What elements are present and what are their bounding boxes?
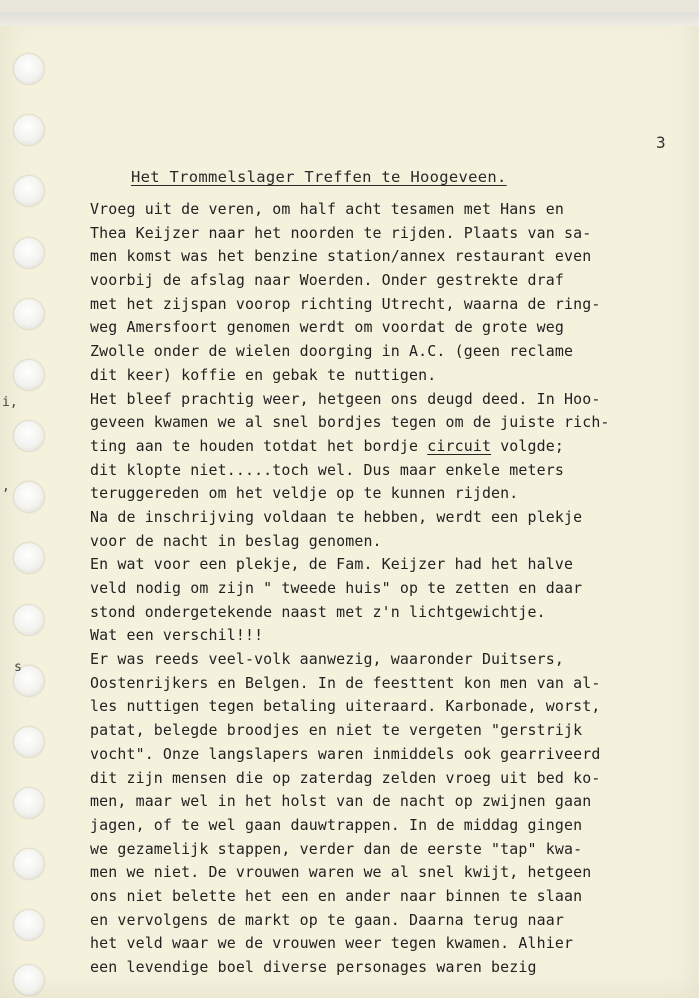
text-line [90, 909, 690, 933]
text-segment: Vroeg uit de veren, om half acht tesamen met Hans en [90, 200, 564, 218]
text-line [90, 838, 690, 862]
punch-hole [14, 788, 44, 818]
text-segment: men we niet. De vrouwen waren we al snel kwijt, hetgeen [90, 863, 592, 882]
text-segment: een levendige boel diverse personages waren bezig [90, 958, 537, 976]
text-line [90, 743, 690, 767]
text-line [90, 767, 690, 791]
punch-hole [14, 421, 44, 451]
margin-mark: s [14, 660, 22, 675]
text-line [90, 222, 690, 246]
text-segment: men komst was het benzine station/annex restaurant even [90, 247, 592, 266]
text-line [90, 388, 690, 412]
text-line [90, 364, 690, 388]
text-segment: En wat voor een plekje, de Fam. Keijzer had het halve [90, 555, 574, 574]
punch-hole [14, 482, 44, 512]
body-text [90, 198, 690, 980]
text-line [90, 459, 690, 483]
text-line [90, 293, 690, 317]
text-segment: ting aan te houden totdat het bordje [90, 436, 428, 455]
text-line [90, 719, 690, 743]
text-segment: Zwolle onder de wielen doorging in A.C. (geen reclame [90, 342, 574, 361]
text-line [90, 316, 690, 340]
text-segment: voorbij de afslag naar Woerden. Onder gestrekte draf [90, 271, 564, 290]
text-segment: voor de nacht in beslag genomen. [90, 531, 382, 550]
punch-hole [14, 360, 44, 390]
punch-hole [14, 238, 44, 268]
text-segment: dit klopte niet.....toch wel. Dus maar enkele meters [90, 460, 564, 479]
text-line [90, 861, 690, 885]
margin-mark: i, [2, 395, 18, 410]
text-segment: jagen, of te wel gaan dauwtrappen. In de middag gingen [90, 815, 583, 834]
punch-hole [14, 965, 44, 995]
text-line [90, 245, 690, 269]
text-segment: en vervolgens de markt op te gaan. Daarna terug naar [90, 910, 564, 929]
text-line [90, 624, 690, 648]
punch-hole [14, 115, 44, 145]
text-segment: Oostenrijkers en Belgen. In de feesttent kon men van al- [90, 673, 601, 692]
text-line [90, 530, 690, 554]
text-segment: geveen kwamen we al snel bordjes tegen om de juiste rich- [90, 413, 610, 432]
text-segment: men, maar wel in het holst van de nacht op zwijnen gaan [90, 792, 592, 811]
text-line [90, 340, 690, 364]
text-line [90, 435, 690, 459]
margin-mark: , [2, 479, 10, 494]
text-line [90, 577, 690, 601]
text-segment: ons niet belette het een en ander naar binnen te slaan [90, 886, 583, 905]
text-segment: volgde; [491, 436, 564, 455]
text-segment: we gezamelijk stappen, verder dan de eerste "tap" kwa- [90, 839, 583, 858]
punch-hole [14, 176, 44, 206]
text-segment: veld nodig om zijn " tweede huis" op te zetten en daar [90, 579, 583, 597]
text-line [90, 411, 690, 435]
text-line [90, 198, 690, 222]
punch-hole [14, 299, 44, 329]
text-line [90, 601, 690, 625]
text-line [90, 932, 690, 956]
text-segment: weg Amersfoort genomen werdt om voordat de grote weg [90, 318, 564, 337]
text-line [90, 553, 690, 577]
text-segment: Wat een verschil!!! [90, 626, 264, 645]
text-segment: het veld waar we de vrouwen weer tegen kwamen. Alhier [90, 934, 574, 953]
punch-hole [14, 54, 44, 84]
text-segment: dit keer) koffie en gebak te nuttigen. [90, 365, 437, 384]
text-line [90, 814, 690, 838]
punch-hole [14, 849, 44, 879]
text-line [90, 790, 690, 814]
text-segment: Na de inschrijving voldaan te hebben, werdt een plekje [90, 507, 583, 526]
text-line [90, 482, 690, 506]
text-segment: Er was reeds veel-volk aanwezig, waaronder Duitsers, [90, 650, 564, 669]
text-line [90, 648, 690, 672]
text-segment: stond ondergetekende naast met z'n lichtgewichtje. [90, 602, 546, 621]
text-segment: les nuttigen tegen betaling uiteraard. Karbonade, worst, [90, 697, 601, 716]
punch-hole [14, 727, 44, 757]
punch-hole [14, 910, 44, 940]
text-line [90, 506, 690, 530]
text-segment: dit zijn mensen die op zaterdag zelden vroeg uit bed ko- [90, 768, 601, 787]
underlined-word: circuit [427, 436, 492, 455]
punch-hole [14, 543, 44, 573]
document-title: Het Trommelslager Treffen te Hoogeveen. [131, 168, 507, 186]
page-number: 3 [656, 133, 666, 152]
text-segment: patat, belegde broodjes en niet te vergeten "gerstrijk [90, 721, 583, 740]
text-segment: Thea Keijzer naar het noorden te rijden. Plaats van sa- [90, 223, 592, 242]
text-line [90, 885, 690, 909]
text-segment: met het zijspan voorop richting Utrecht, waarna de ring- [90, 294, 601, 313]
text-line [90, 956, 690, 980]
text-segment: vocht". Onze langslapers waren inmiddels ook gearriveerd [90, 744, 601, 763]
text-segment: teruggereden om het veldje op te kunnen rijden. [90, 484, 519, 503]
text-segment: Het bleef prachtig weer, hetgeen ons deugd deed. In Hoo- [90, 389, 601, 408]
text-line [90, 695, 690, 719]
punch-hole [14, 605, 44, 635]
text-line [90, 672, 690, 696]
top-edge [0, 12, 699, 26]
text-line [90, 269, 690, 293]
